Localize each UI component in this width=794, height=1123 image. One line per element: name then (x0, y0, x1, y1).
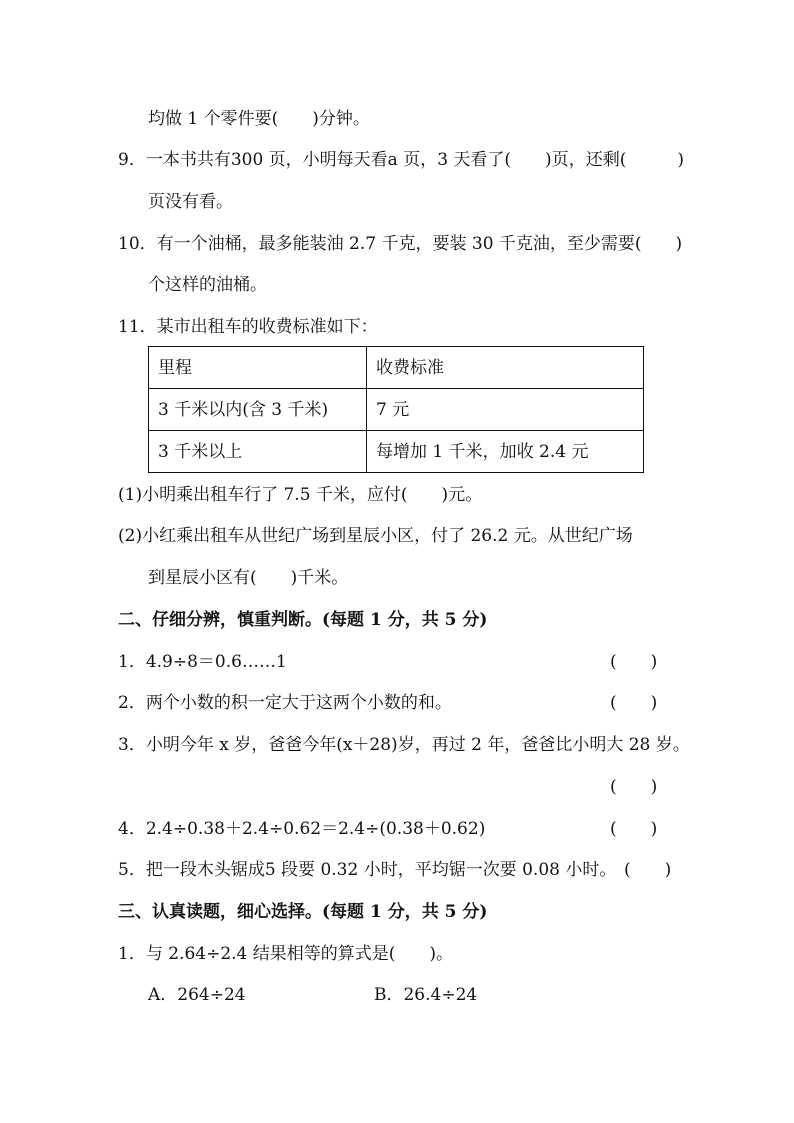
answer-paren: ( ) (610, 652, 658, 672)
q11-sub2-line1: (2)小红乘出租车从世纪广场到星辰小区，付了 26.2 元。从世纪广场 (118, 526, 633, 546)
table-cell: 3 千米以上 (149, 431, 367, 473)
table-row (149, 389, 644, 431)
table-cell: 3 千米以内(含 3 千米) (149, 389, 367, 431)
section2-item-5: 5．把一段木头锯成5 段要 0.32 小时，平均锯一次要 0.08 小时。 (118, 860, 617, 880)
section3-title: 三、认真读题，细心选择。(每题 1 分，共 5 分) (118, 902, 488, 922)
table-row (149, 347, 644, 389)
section2-item-2: 2．两个小数的积一定大于这两个小数的和。 (118, 693, 452, 713)
q11-sub2-line2: 到星辰小区有( )千米。 (148, 568, 349, 588)
section3-option-a: A．264÷24 (148, 985, 246, 1005)
answer-paren: ( ) (610, 819, 658, 839)
table-header-cell: 收费标准 (367, 347, 644, 389)
q10-line2: 个这样的油桶。 (148, 275, 267, 295)
answer-paren: ( ) (610, 777, 658, 797)
fare-table (148, 346, 644, 473)
answer-paren: ( ) (610, 693, 658, 713)
q11-sub1: (1)小明乘出租车行了 7.5 千米，应付( )元。 (118, 485, 483, 505)
section2-item-1: 1．4.9÷8＝0.6……1 (118, 652, 287, 672)
section3-q1: 1．与 2.64÷2.4 结果相等的算式是( )。 (118, 944, 454, 964)
q9-line2: 页没有看。 (148, 192, 233, 212)
section2-title: 二、仔细分辨，慎重判断。(每题 1 分，共 5 分) (118, 610, 488, 630)
section2-item-4: 4．2.4÷0.38＋2.4÷0.62＝2.4÷(0.38＋0.62) (118, 819, 486, 839)
q11-intro: 11．某市出租车的收费标准如下： (118, 317, 378, 337)
section2-item-3: 3．小明今年 x 岁，爸爸今年(x＋28)岁，再过 2 年，爸爸比小明大 28 岁。 (118, 735, 690, 755)
table-row (149, 431, 644, 473)
table-header-cell: 里程 (149, 347, 367, 389)
table-cell: 每增加 1 千米，加收 2.4 元 (367, 431, 644, 473)
section3-option-b: B．26.4÷24 (374, 985, 478, 1005)
q8-tail: 均做 1 个零件要( )分钟。 (148, 109, 370, 129)
table-cell: 7 元 (367, 389, 644, 431)
answer-paren: ( ) (624, 860, 672, 880)
q9-line1: 9．一本书共有300 页，小明每天看a 页，3 天看了( )页，还剩( ) (118, 150, 684, 170)
q10-line1: 10．有一个油桶，最多能装油 2.7 千克，要装 30 千克油，至少需要( ) (118, 234, 683, 254)
